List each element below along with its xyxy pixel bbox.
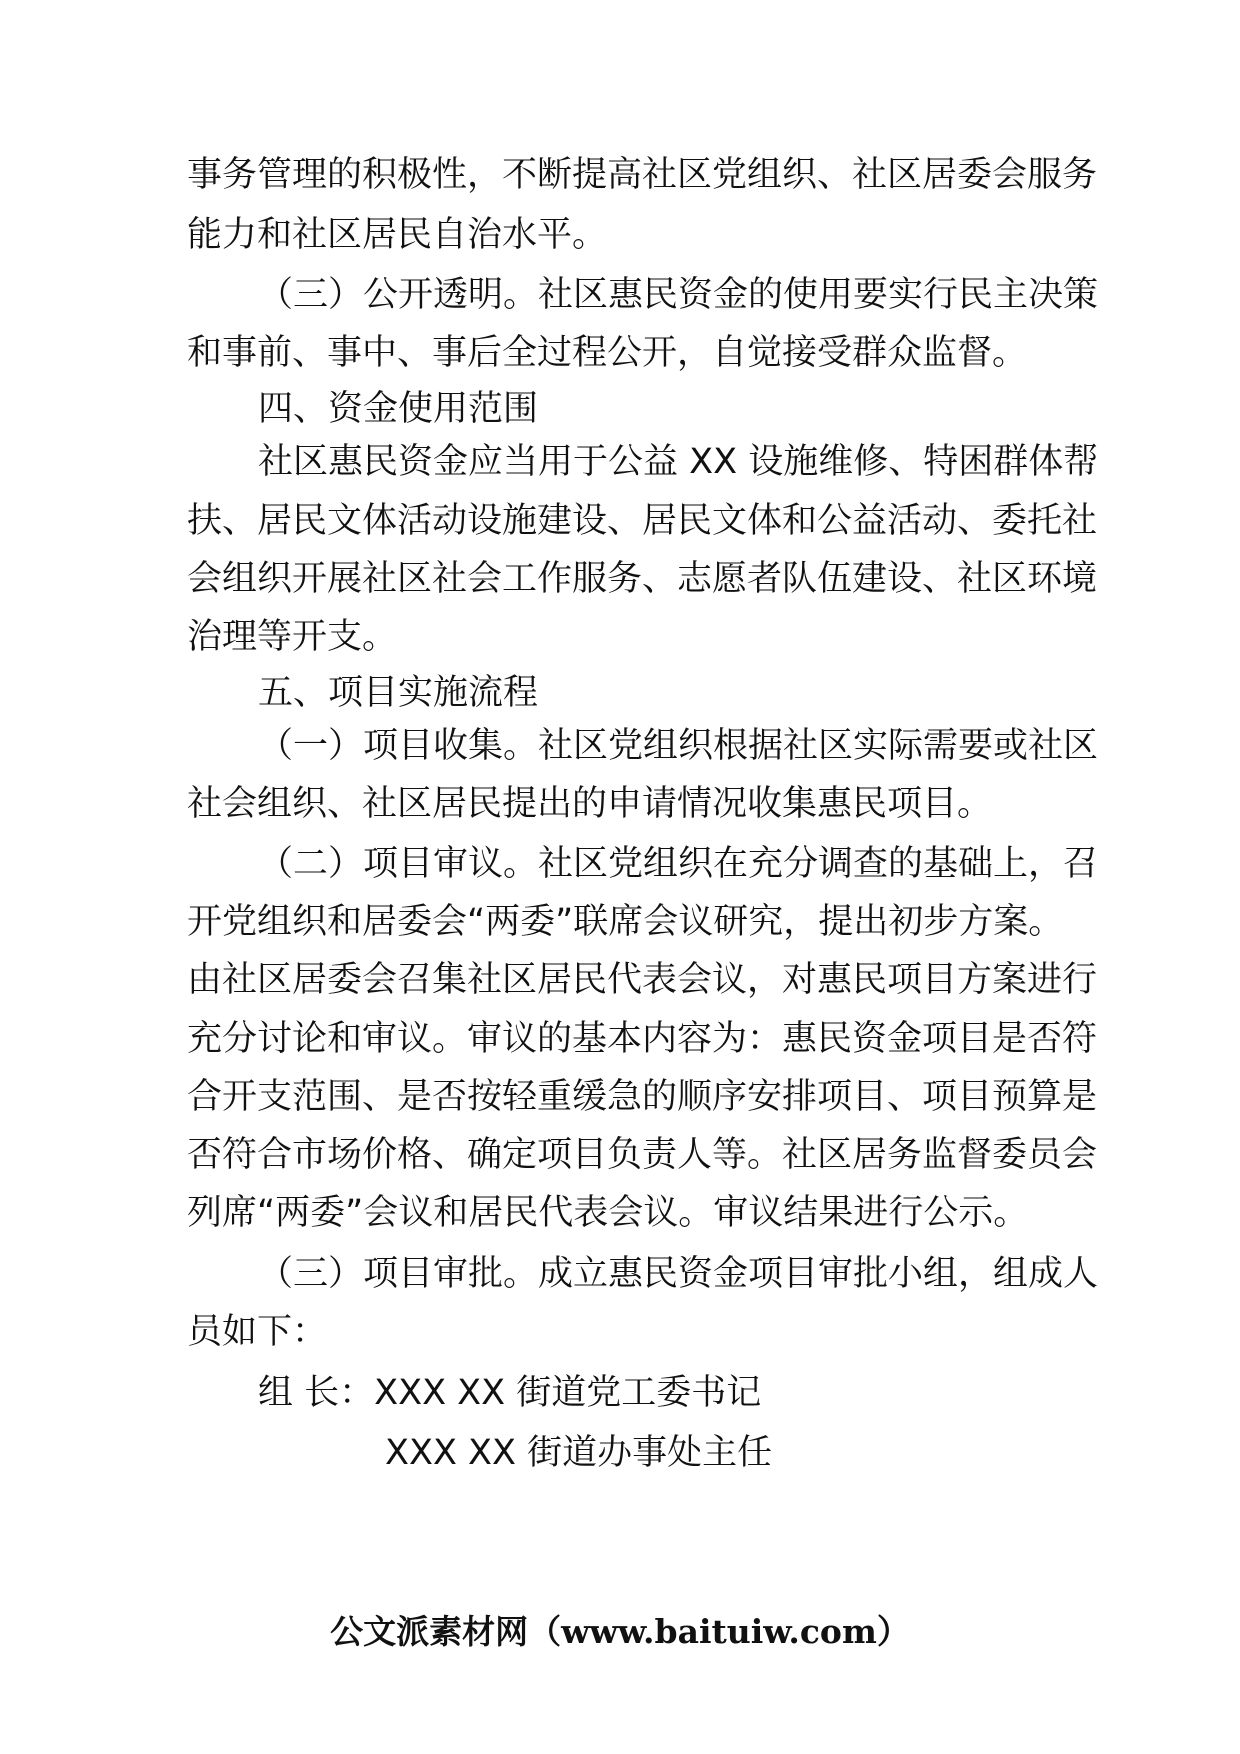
paragraph-line: 能力和社区居民自治水平。 [187,215,608,255]
paragraph-line: 合开支范围、是否按轻重缓急的顺序安排项目、项目预算是 [187,1077,1098,1117]
section-heading: 四、资金使用范围 [258,389,539,429]
paragraph-line: 社区惠民资金应当用于公益 XX 设施维修、特困群体帮 [258,442,1099,482]
paragraph-line: 开党组织和居委会“两委”联席会议研究，提出初步方案。 [187,902,1064,942]
paragraph-line: （二）项目审议。社区党组织在充分调查的基础上，召 [258,844,1099,884]
paragraph-line: （三）项目审批。成立惠民资金项目审批小组，组成人 [258,1254,1099,1294]
paragraph-line: 否符合市场价格、确定项目负责人等。社区居务监督委员会 [187,1135,1098,1175]
member-line: XXX XX 街道办事处主任 [385,1433,773,1473]
paragraph-line: 事务管理的积极性，不断提高社区党组织、社区居委会服务 [187,155,1098,195]
member-line: 组 长：XXX XX 街道党工委书记 [258,1373,762,1413]
paragraph-line: 扶、居民文体活动设施建设、居民文体和公益活动、委托社 [187,501,1098,541]
paragraph-line: （一）项目收集。社区党组织根据社区实际需要或社区 [258,726,1099,766]
paragraph-line: （三）公开透明。社区惠民资金的使用要实行民主决策 [258,275,1099,315]
paragraph-line: 社会组织、社区居民提出的申请情况收集惠民项目。 [187,784,993,824]
paragraph-line: 充分讨论和审议。审议的基本内容为：惠民资金项目是否符 [187,1019,1098,1059]
paragraph-line: 和事前、事中、事后全过程公开，自觉接受群众监督。 [187,333,1028,373]
paragraph-line: 员如下： [187,1312,328,1352]
footer-watermark: 公文派素材网（www.baituiw.com） [330,1612,910,1651]
paragraph-line: 由社区居委会召集社区居民代表会议，对惠民项目方案进行 [187,960,1098,1000]
paragraph-line: 会组织开展社区社会工作服务、志愿者队伍建设、社区环境 [187,559,1098,599]
section-heading: 五、项目实施流程 [258,673,539,713]
paragraph-line: 治理等开支。 [187,617,398,657]
paragraph-line: 列席“两委”会议和居民代表会议。审议结果进行公示。 [187,1193,1029,1233]
